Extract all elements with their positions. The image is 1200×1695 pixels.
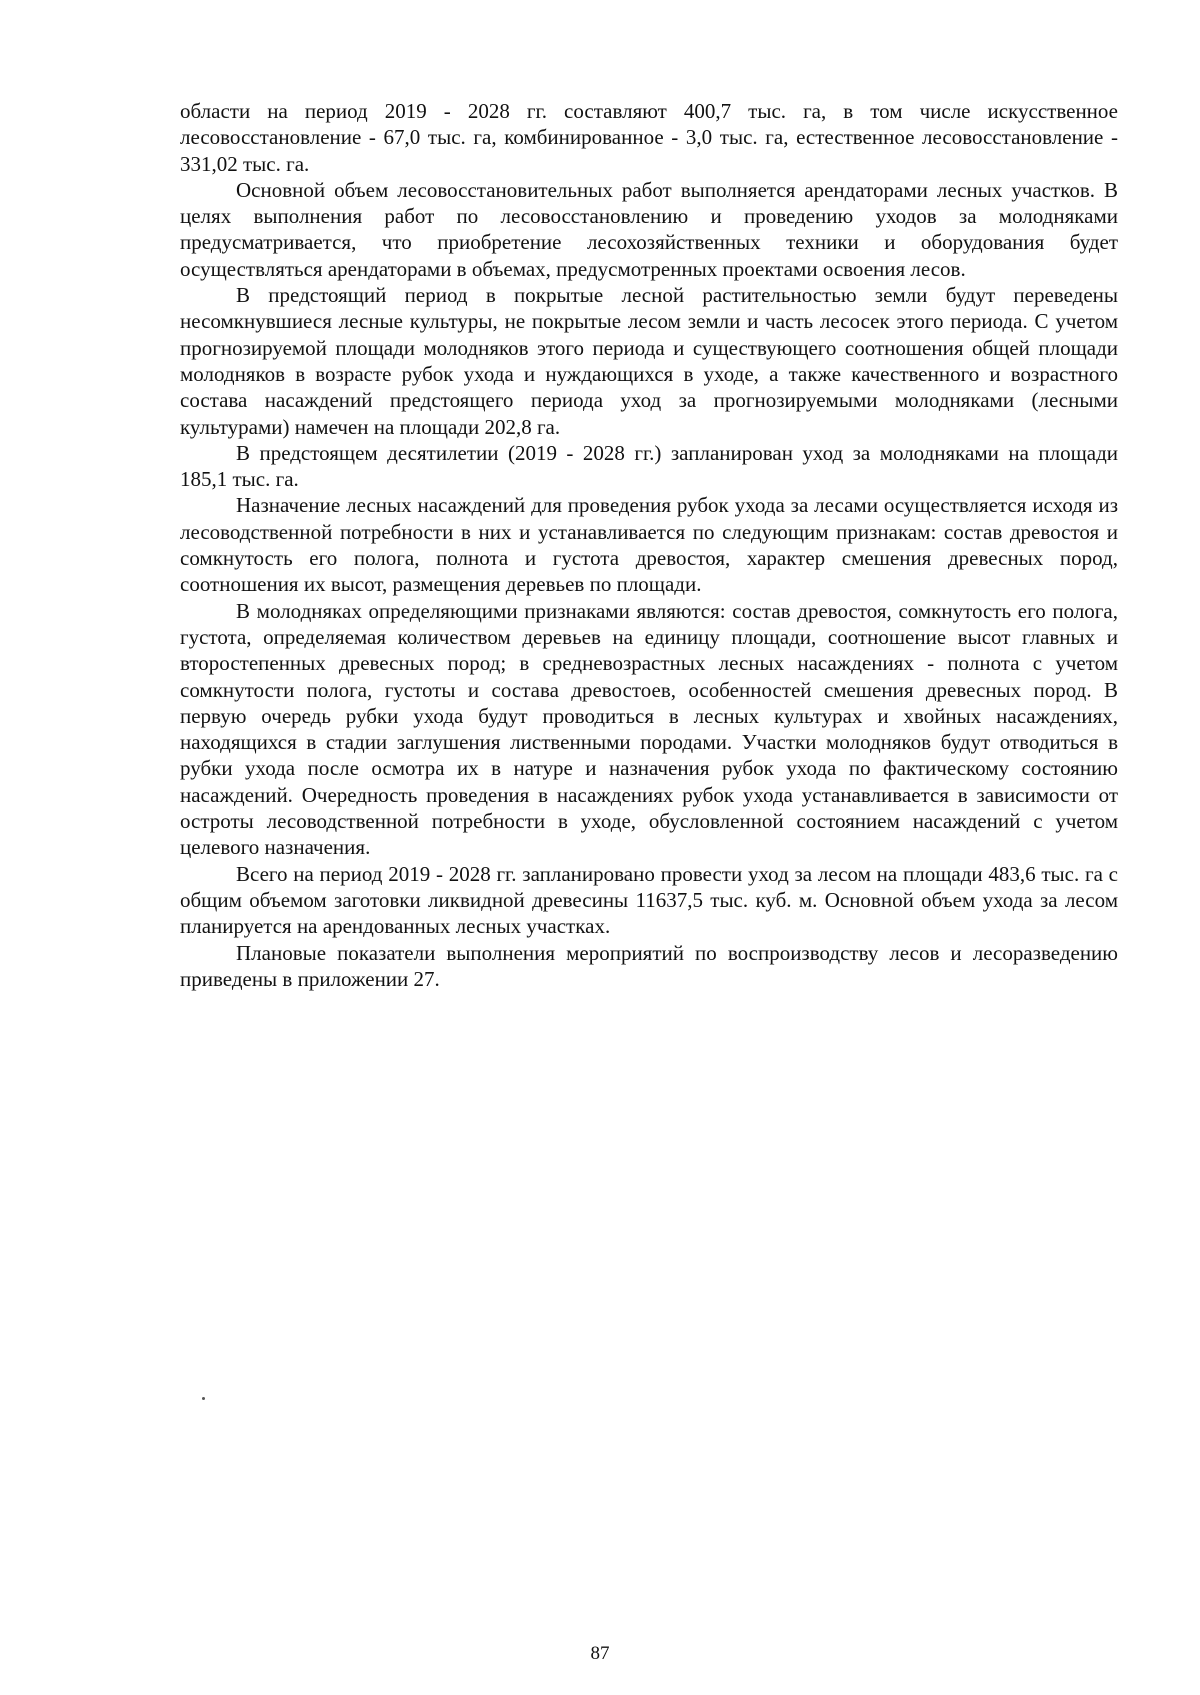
paragraph-2: Основной объем лесовосстановительных работ выполняется арендаторами лесных участков. В целях выполнения работ по лесовосстановлению и проведению уходов за молодняками предусматривается, что приобретение лесохозяйственных техники и оборудования будет осуществляться арендаторами в объемах, предусмотренных проектами освоения лесов. [180,177,1118,281]
paragraph-7: Всего на период 2019 - 2028 гг. запланировано провести уход за лесом на площади 483,6 тыс. га с общим объемом заготовки ликвидной древесины 11637,5 тыс. куб. м. Основной объем ухода за лесом планируется на арендованных лесных участках. [180,861,1118,939]
paragraph-4: В предстоящем десятилетии (2019 - 2028 гг.) запланирован уход за молодняками на площади 185,1 тыс. га. [180,440,1118,492]
paragraph-3: В предстоящий период в покрытые лесной растительностью земли будут переведены несомкнувшиеся лесные культуры, не покрытые лесом земли и часть лесосек этого периода. С учетом прогнозируемой площади молодняков этого периода и существующего соотношения общей площади молодняков в возрасте рубок ухода и нуждающихся в уходе, а также качественного и возрастного состава насаждений предстоящего периода уход за прогнозируемыми молодняками (лесными культурами) намечен на площади 202,8 га. [180,283,1118,439]
paragraph-8: Плановые показатели выполнения мероприятий по воспроизводству лесов и лесоразведению приведены в приложении 27. [180,940,1118,991]
paragraph-6: В молодняках определяющими признаками являются: состав древостоя, сомкнутость его полога, густота, определяемая количеством деревьев на единицу площади, соотношение высот главных и второстепенных древесных пород; в средневозрастных лесных насаждениях - полнота с учетом сомкнутости полога, густоты и состава древостоев, особенностей смешения древесных пород. В первую очередь рубки ухода будут проводиться в лесных культурах и хвойных насаждениях, находящихся в стадии заглушения лиственными породами. Участки молодняков будут отводиться в рубки ухода после осмотра их в натуре и назначения рубок ухода по фактическому состоянию насаждений. Очередность проведения в насаждениях рубок ухода устанавливается в зависимости от остроты лесоводственной потребности в уходе, обусловленной состоянием насаждений с учетом целевого назначения. [180,598,1118,860]
paragraph-1-continuation: области на период 2019 - 2028 гг. составляют 400,7 тыс. га, в том числе искусственное лесовосстановление - 67,0 тыс. га, комбинированное - 3,0 тыс. га, естественное лесовосстановление - 331,02 тыс. га. [180,99,1118,176]
body-text [180,98,1118,992]
paragraph-5: Назначение лесных насаждений для проведения рубок ухода за лесами осуществляется исходя из лесоводственной потребности в них и устанавливается по следующим признакам: состав древостоя и сомкнутость его полога, полнота и густота древостоя, характер смешения древесных пород, соотношения их высот, размещения деревьев по площади. [180,493,1118,597]
page-number: 87 [590,1643,610,1664]
scan-speck [202,1397,205,1400]
